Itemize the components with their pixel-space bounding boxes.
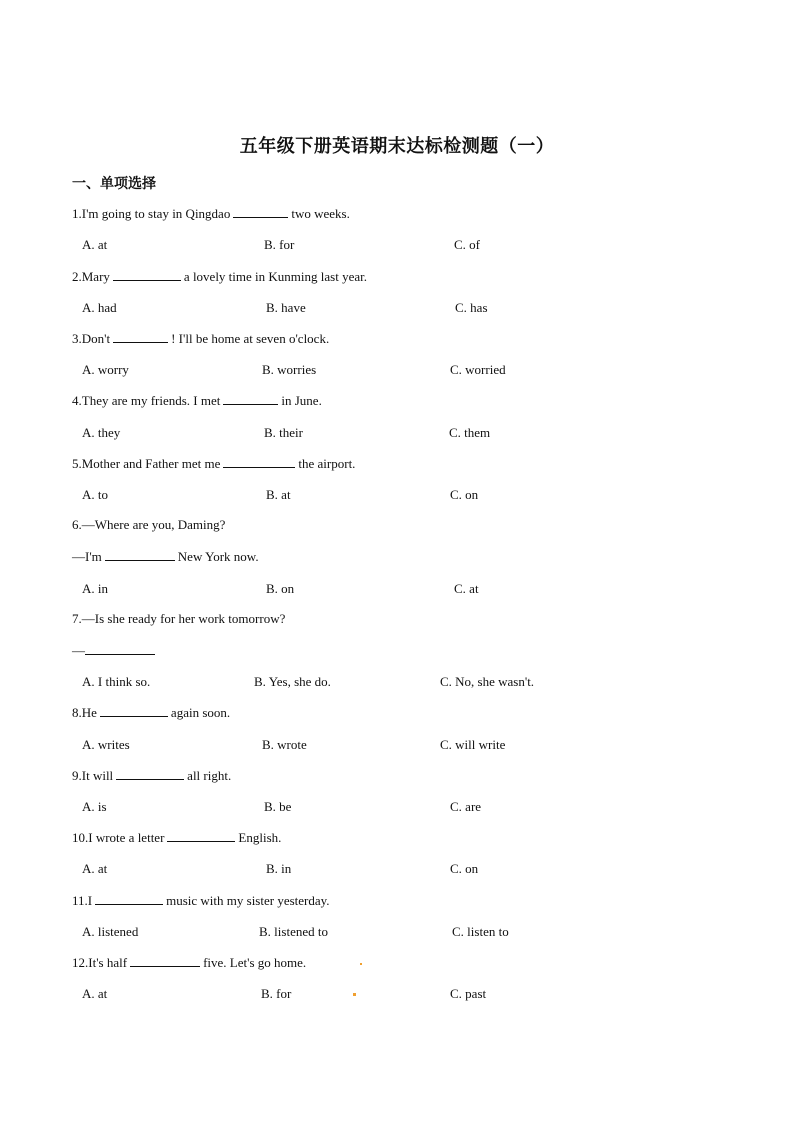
answer-option[interactable]: B. Yes, she do. xyxy=(254,674,331,689)
answer-blank[interactable] xyxy=(113,330,168,343)
answer-blank[interactable] xyxy=(116,767,184,780)
question-text: 5.Mother and Father met me xyxy=(72,456,221,471)
question-text: —I'm xyxy=(72,549,102,564)
answer-option[interactable]: A. they xyxy=(82,425,121,440)
answer-option[interactable]: A. at xyxy=(82,237,108,252)
answer-option[interactable]: B. on xyxy=(266,581,295,596)
answer-blank[interactable] xyxy=(113,268,181,281)
question-text: all right. xyxy=(187,768,232,783)
answer-blank[interactable] xyxy=(100,704,168,717)
answer-option[interactable]: A. to xyxy=(82,487,108,502)
answer-option[interactable]: A. at xyxy=(82,861,108,876)
answer-option[interactable]: B. worries xyxy=(262,362,317,377)
answer-option[interactable]: C. on xyxy=(450,487,479,502)
answer-option[interactable]: B. wrote xyxy=(262,737,307,752)
question-text: music with my sister yesterday. xyxy=(166,893,330,908)
question-text: 4.They are my friends. I met xyxy=(72,393,221,408)
answer-option[interactable]: C. past xyxy=(450,986,487,1001)
answer-option[interactable]: B. for xyxy=(261,986,292,1001)
question-text: 12.It's half xyxy=(72,955,128,970)
question-text: 9.It will xyxy=(72,768,114,783)
question-text: New York now. xyxy=(177,549,259,564)
section-heading: 一、单项选择 xyxy=(72,176,156,192)
question-text: — xyxy=(72,643,85,658)
question-text: 2.Mary xyxy=(72,269,110,284)
answer-blank[interactable] xyxy=(130,954,200,967)
answer-blank[interactable] xyxy=(223,455,295,468)
answer-option[interactable]: A. writes xyxy=(82,737,130,752)
question-prompt: 6.—Where are you, Daming? xyxy=(72,517,226,532)
answer-blank[interactable] xyxy=(105,548,175,561)
question-text: 11.I xyxy=(72,893,93,908)
answer-option[interactable]: C. listen to xyxy=(452,924,509,939)
question-text: two weeks. xyxy=(291,206,350,221)
decorative-dot xyxy=(360,963,362,965)
answer-option[interactable]: B. for xyxy=(264,237,295,252)
question-prompt: 7.—Is she ready for her work tomorrow? xyxy=(72,611,286,626)
answer-option[interactable]: C. them xyxy=(449,425,491,440)
answer-option[interactable]: C. worried xyxy=(450,362,506,377)
question-stem xyxy=(72,642,158,659)
question-text: again soon. xyxy=(170,705,231,720)
question-text: ! I'll be home at seven o'clock. xyxy=(171,331,330,346)
question-stem xyxy=(72,767,231,784)
question-text: English. xyxy=(238,830,282,845)
question-stem xyxy=(72,548,259,565)
answer-option[interactable]: B. at xyxy=(266,487,291,502)
question-stem xyxy=(72,954,306,971)
answer-option[interactable]: C. at xyxy=(454,581,479,596)
answer-option[interactable]: C. No, she wasn't. xyxy=(440,674,535,689)
answer-option[interactable]: A. I think so. xyxy=(82,674,151,689)
question-stem xyxy=(72,455,355,472)
answer-option[interactable]: C. on xyxy=(450,861,479,876)
answer-blank[interactable] xyxy=(223,392,278,405)
answer-option[interactable]: A. listened xyxy=(82,924,139,939)
answer-option[interactable]: B. in xyxy=(266,861,292,876)
answer-option[interactable]: A. at xyxy=(82,986,108,1001)
answer-blank[interactable] xyxy=(95,892,163,905)
answer-option[interactable]: B. their xyxy=(264,425,303,440)
answer-option[interactable]: B. listened to xyxy=(259,924,328,939)
answer-option[interactable]: B. be xyxy=(264,799,292,814)
answer-option[interactable]: C. are xyxy=(450,799,482,814)
question-text: 10.I wrote a letter xyxy=(72,830,165,845)
question-stem xyxy=(72,892,330,909)
question-stem xyxy=(72,205,350,222)
question-text: 3.Don't xyxy=(72,331,111,346)
question-text: five. Let's go home. xyxy=(203,955,307,970)
question-stem xyxy=(72,392,322,409)
question-text: 1.I'm going to stay in Qingdao xyxy=(72,206,231,221)
answer-option[interactable]: B. have xyxy=(266,300,306,315)
question-stem xyxy=(72,829,281,846)
answer-option[interactable]: C. of xyxy=(454,237,480,252)
answer-option[interactable]: A. is xyxy=(82,799,107,814)
answer-blank[interactable] xyxy=(85,642,155,655)
page-title: 五年级下册英语期末达标检测题（一） xyxy=(239,136,555,157)
question-text: the airport. xyxy=(298,456,356,471)
question-stem xyxy=(72,268,367,285)
answer-option[interactable]: C. will write xyxy=(440,737,506,752)
question-text: 8.He xyxy=(72,705,97,720)
question-stem xyxy=(72,330,329,347)
answer-option[interactable]: A. worry xyxy=(82,362,129,377)
answer-option[interactable]: C. has xyxy=(455,300,488,315)
decorative-dot xyxy=(353,993,356,996)
question-text: in June. xyxy=(281,393,322,408)
answer-blank[interactable] xyxy=(233,205,288,218)
answer-option[interactable]: A. had xyxy=(82,300,117,315)
answer-blank[interactable] xyxy=(167,829,235,842)
answer-option[interactable]: A. in xyxy=(82,581,108,596)
question-stem xyxy=(72,704,230,721)
question-text: a lovely time in Kunming last year. xyxy=(183,269,367,284)
